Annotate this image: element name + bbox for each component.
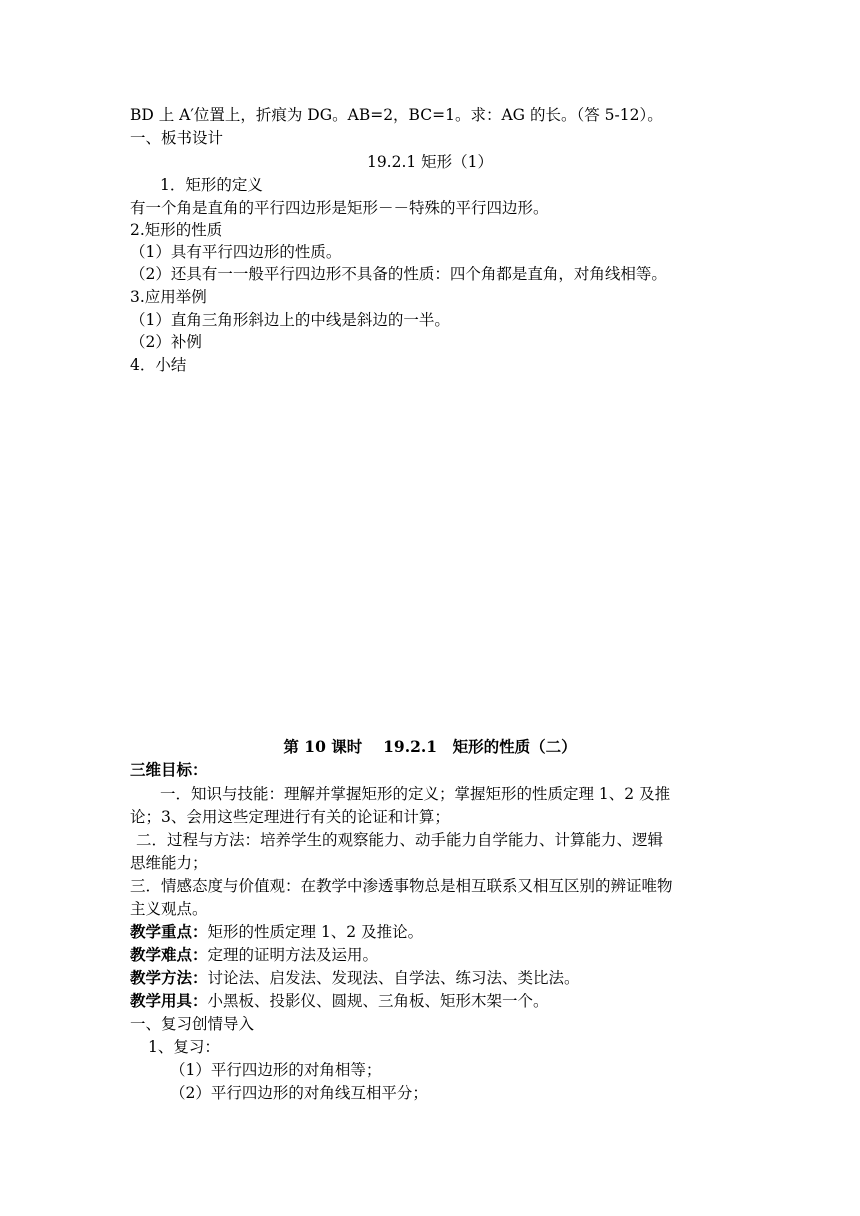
text-line: （1）平行四边形的对角相等； bbox=[170, 1061, 382, 1079]
text-line: （2）平行四边形的对角线互相平分； bbox=[170, 1084, 428, 1102]
section-heading: 一、复习创情导入 bbox=[130, 1015, 255, 1033]
tools-label: 教学用具： bbox=[130, 991, 208, 1010]
method-value: 讨论法、启发法、发现法、自学法、练习法、类比法。 bbox=[207, 969, 580, 987]
text-line: 主义观点。 bbox=[130, 900, 208, 918]
text-line: BD 上 A′位置上，折痕为 DG。AB=2，BC=1。求：AG 的长。（答 5-12）。 bbox=[130, 106, 663, 124]
text-line: 三．情感态度与价值观：在教学中渗透事物总是相互联系又相互区别的辨证唯物 bbox=[130, 877, 673, 895]
item-title: 1．矩形的定义 bbox=[160, 176, 263, 194]
text-line: 有一个角是直角的平行四边形是矩形－－特殊的平行四边形。 bbox=[130, 199, 549, 217]
review-label: 1、复习： bbox=[148, 1038, 220, 1056]
tools-line bbox=[130, 990, 549, 1012]
text-line: 论；3、会用这些定理进行有关的论证和计算； bbox=[130, 808, 450, 826]
difficulty-value: 定理的证明方法及运用。 bbox=[207, 946, 379, 964]
item-title: 3.应用举例 bbox=[130, 288, 207, 306]
difficulty-line bbox=[130, 944, 378, 966]
tools-value: 小黑板、投影仪、圆规、三角板、矩形木架一个。 bbox=[207, 992, 549, 1010]
goals-label: 三维目标： bbox=[130, 760, 208, 779]
item-title: 4．小结 bbox=[130, 356, 187, 374]
difficulty-label: 教学难点： bbox=[130, 945, 208, 964]
item-title: 2.矩形的性质 bbox=[130, 221, 223, 239]
method-label: 教学方法： bbox=[130, 968, 208, 987]
text-line: （1）具有平行四边形的性质。 bbox=[130, 243, 342, 261]
text-line: （2）还具有一一般平行四边形不具备的性质：四个角都是直角，对角线相等。 bbox=[130, 265, 667, 283]
text-line: （1）直角三角形斜边上的中线是斜边的一半。 bbox=[130, 311, 450, 329]
lesson-title: 第 10 课时 19.2.1 矩形的性质（二） bbox=[283, 737, 577, 756]
text-line: 思维能力； bbox=[130, 854, 208, 872]
key-points-value: 矩形的性质定理 1、2 及推论。 bbox=[207, 923, 424, 941]
board-title: 19.2.1 矩形（1） bbox=[366, 153, 494, 171]
key-points-line bbox=[130, 921, 423, 943]
method-line bbox=[130, 967, 580, 989]
text-line: 二．过程与方法：培养学生的观察能力、动手能力自学能力、计算能力、逻辑 bbox=[136, 831, 664, 849]
key-points-label: 教学重点： bbox=[130, 922, 208, 941]
text-line: 一．知识与技能：理解并掌握矩形的定义；掌握矩形的性质定理 1、2 及推 bbox=[160, 785, 671, 803]
section-heading: 一、板书设计 bbox=[130, 129, 224, 147]
text-line: （2）补例 bbox=[130, 333, 202, 351]
